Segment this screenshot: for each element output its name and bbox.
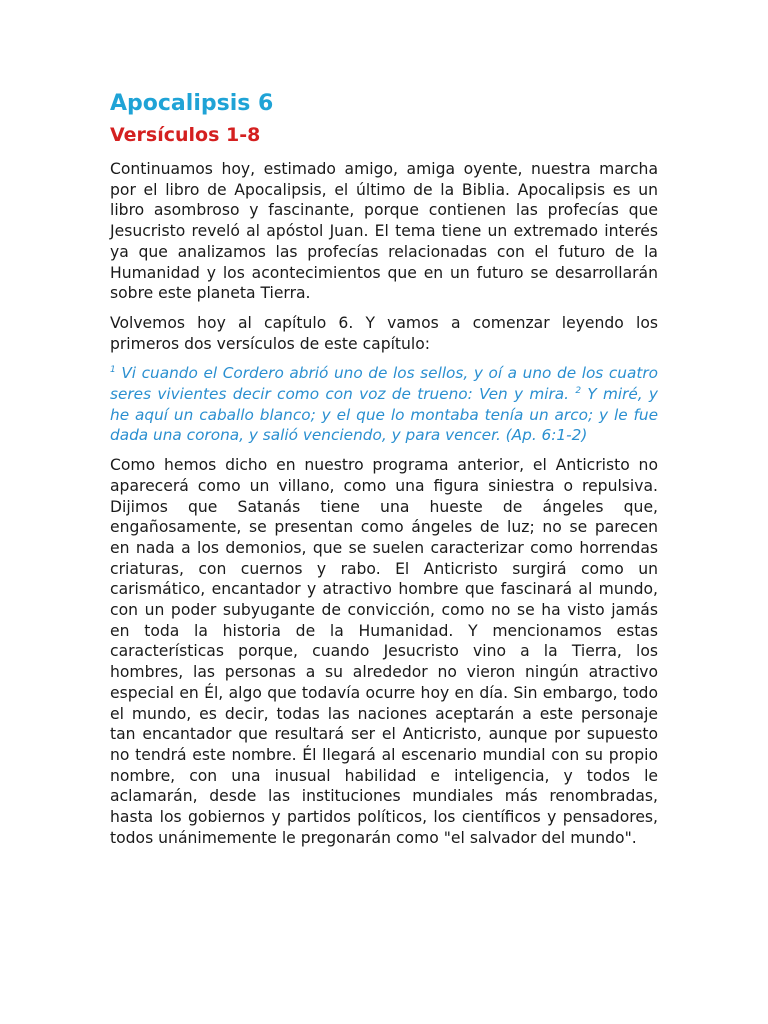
paragraph-chapter: Volvemos hoy al capítulo 6. Y vamos a comenzar leyendo los primeros dos versículos de este capítulo:	[110, 313, 658, 353]
scripture-quote	[110, 363, 658, 446]
paragraph-intro: Continuamos hoy, estimado amigo, amiga oyente, nuestra marcha por el libro de Apocalipsis, el último de la Biblia. Apocalipsis es un libro asombroso y fascinante, porque contienen las profecías que Jesucristo reveló al apóstol Juan. El tema tiene un extremado interés ya que analizamos las profecías relacionadas con el futuro de la Humanidad y los acontecimientos que en un futuro se desarrollarán sobre este planeta Tierra.	[110, 160, 658, 303]
page-title: Apocalipsis 6	[110, 91, 274, 116]
verse-text: Vi cuando el Cordero abrió uno de los sellos, y oí a uno de los cuatro seres vivientes decir como con voz de trueno: Ven y mira.	[110, 364, 658, 404]
document-page	[110, 88, 658, 858]
verse-text: Y miré, y he aquí un caballo blanco; y el que lo montaba tenía un arco; y le fue dada una corona, y salió venciendo, y para vencer. (Ap. 6:1-2)	[110, 385, 658, 445]
verse-number: 2	[575, 385, 582, 396]
verse-number: 1	[110, 365, 116, 376]
section-subtitle: Versículos 1-8	[110, 124, 261, 146]
paragraph-antichrist: Como hemos dicho en nuestro programa anterior, el Anticristo no aparecerá como un villano, como una figura siniestra o repulsiva. Dijimos que Satanás tiene una hueste de ángeles que, engañosamente, se presentan como ángeles de luz; no se parecen en nada a los demonios, que se suelen caracterizar como horrendas criaturas, con cuernos y rabo. El Anticristo surgirá como un carismático, encantador y atractivo hombre que fascinará al mundo, con un poder subyugante de convicción, como no se ha visto jamás en toda la historia de la Humanidad. Y mencionamos estas características porque, cuando Jesucristo vino a la Tierra, los hombres, las personas a su alrededor no vieron ningún atractivo especial en Él, algo que todavía ocurre hoy en día. Sin embargo, todo el mundo, es decir, todas las naciones aceptarán a este personaje tan encantador que resultará ser el Anticristo, aunque por supuesto no tendrá este nombre. Él llegará al escenario mundial con su propio nombre, con una inusual habilidad e inteligencia, y todos le aclamarán, desde las instituciones mundiales más renombradas, hasta los gobiernos y partidos políticos, los científicos y pensadores, todos unánimemente le pregonarán como "el salvador del mundo".	[110, 456, 658, 847]
